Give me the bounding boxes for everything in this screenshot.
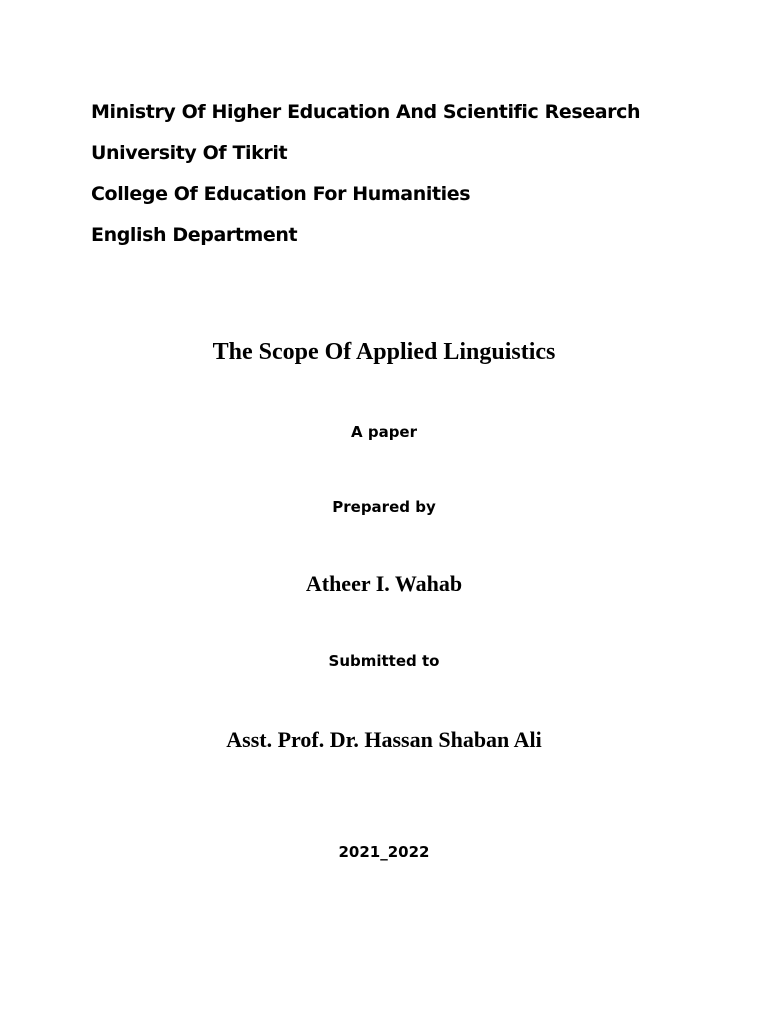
academic-year: 2021_2022 <box>338 843 430 861</box>
prepared-by-label: Prepared by <box>332 498 436 516</box>
paper-type-label: A paper <box>351 423 417 441</box>
university-line: University Of Tikrit <box>91 142 288 164</box>
submitted-to-label: Submitted to <box>328 652 440 670</box>
ministry-line: Ministry Of Higher Education And Scientific Research <box>91 101 641 123</box>
department-line: English Department <box>91 224 298 246</box>
author-name: Atheer I. Wahab <box>305 571 463 596</box>
college-line: College Of Education For Humanities <box>91 183 471 205</box>
paper-title: The Scope Of Applied Linguistics <box>212 339 556 365</box>
supervisor-name: Asst. Prof. Dr. Hassan Shaban Ali <box>226 727 542 752</box>
institution-header <box>91 92 711 256</box>
